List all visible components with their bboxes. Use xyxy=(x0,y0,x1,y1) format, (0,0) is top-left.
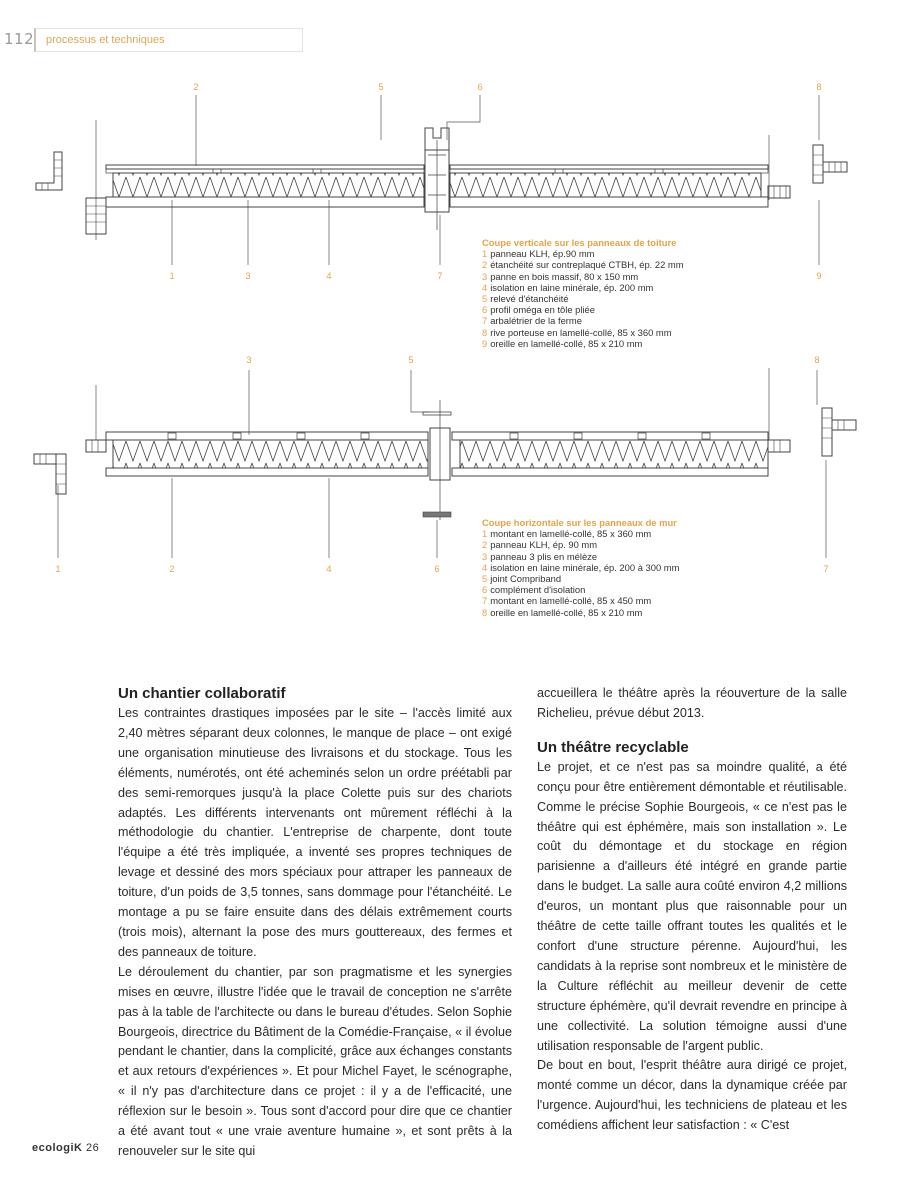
d2-label-bottom: 1 xyxy=(55,564,61,574)
legend-item: 6 complément d'isolation xyxy=(482,584,586,596)
legend-item: 3 panne en bois massif, 80 x 150 mm xyxy=(482,270,639,282)
d2-label-top: 8 xyxy=(814,355,820,365)
d2-label-bottom: 4 xyxy=(326,564,332,574)
paragraph: De bout en bout, l'esprit théâtre aura dirigé ce projet, monté comme un décor, dans la dynamique créée par l'urgence. Aujourd'hui, les techniciens de plateau et les comédiens affichent leur satisfaction : « C'est xyxy=(537,1058,847,1133)
legend-item: 2 panneau KLH, ép. 90 mm xyxy=(482,539,598,551)
d1-label-bottom: 4 xyxy=(326,271,332,281)
legend-title: Coupe verticale sur les panneaux de toiture xyxy=(482,237,677,248)
d1-label-top: 8 xyxy=(816,82,822,92)
legend-item: 4 isolation en laine minérale, ép. 200 à 300 mm xyxy=(482,561,680,573)
footer xyxy=(32,1142,99,1154)
d2-label-bottom: 2 xyxy=(169,564,175,574)
legend-item: 4 isolation en laine minérale, ép. 200 mm xyxy=(482,281,654,293)
legend-item: 5 joint Compriband xyxy=(482,573,562,585)
legend-item: 7 montant en lamellé-collé, 85 x 450 mm xyxy=(482,595,652,607)
heading-chantier: Un chantier collaboratif xyxy=(118,685,286,702)
page-number: 112 xyxy=(4,30,35,48)
wall-section-legend xyxy=(482,517,679,618)
d2-label-top: 5 xyxy=(408,355,414,365)
article-left-column xyxy=(118,684,512,1162)
legend-item: 8 rive porteuse en lamellé-collé, 85 x 360 mm xyxy=(482,326,672,338)
paragraph: Le projet, et ce n'est pas sa moindre qualité, a été conçu pour être entièrement démontable et réutilisable. Comme le précise Sophie Bourgeois, « ce n'est pas le théâtre qui est éphémère, mais son installation ». Le coût du démontage et du stockage en région parisienne a d'ailleurs été intégré en grande partie dans le budget. La salle aura coûté environ 4,2 millions d'euros, un montant plus que raisonnable pour un théâtre de cette taille offrant toutes les qualités et le confort d'une structure pérenne. Aujourd'hui, les candidats à la reprise sont nombreux et le ministère de la Culture réfléchit au meilleur devenir de cette structure éphémère, qu'il devrait revendre en principe à une collectivité. La solution témoigne aussi d'une utilisation responsable de l'argent public. xyxy=(537,759,847,1053)
legend-title: Coupe horizontale sur les panneaux de mur xyxy=(482,517,677,528)
heading-recyclable: Un théâtre recyclable xyxy=(537,738,689,756)
paragraph: accueillera le théâtre après la réouverture de la salle Richelieu, prévue début 2013. xyxy=(537,686,847,720)
paragraph: Le déroulement du chantier, par son pragmatisme et les synergies mises en œuvre, illustre l'idée que le travail de conception ne s'arrête pas à la table de l'architecte ou dans le bureau d'études. Selon Sophie Bourgeois, directrice du Bâtiment de la Comédie-Française, « il évolue pendant le chantier, dans la complicité, grâce aux échanges constants et aux retours d'expériences ». Et pour Michel Fayet, le scénographe, « il n'y pas d'architecture dans ce projet : il y a de l'efficacité, une réflexion sur le besoin ». Tous sont d'accord pour dire que ce chantier a été avant tout « une vraie aventure humaine », et sont prêts à la renouveler sur le site qui xyxy=(118,964,512,1158)
legend-item: 2 étanchéité sur contreplaqué CTBH, ép. 22 mm xyxy=(482,259,684,271)
magazine-logo: ecologiK xyxy=(32,1142,83,1154)
section-title: processus et techniques xyxy=(46,34,165,46)
d1-label-top: 2 xyxy=(193,82,199,92)
wall-section-drawing xyxy=(34,368,856,558)
d1-label-top: 5 xyxy=(378,82,384,92)
legend-item: 1 panneau KLH, ép.90 mm xyxy=(482,248,595,260)
legend-item: 9 oreille en lamellé-collé, 85 x 210 mm xyxy=(482,337,643,349)
legend-item: 1 montant en lamellé-collé, 85 x 360 mm xyxy=(482,528,652,540)
roof-section-drawing xyxy=(36,95,847,265)
d1-label-bottom: 1 xyxy=(169,271,175,281)
issue-number: 26 xyxy=(86,1142,100,1154)
d2-label-bottom: 6 xyxy=(434,564,440,574)
d2-label-top: 3 xyxy=(246,355,252,365)
paragraph: Les contraintes drastiques imposées par le site – l'accès limité aux 2,40 mètres séparant deux colonnes, le manque de place – ont exigé une organisation minutieuse des livraisons et du stockage. Tous les éléments, numérotés, ont été acheminés selon un ordre préétabli par des semi-remorques jusqu'à la place Colette puis sur des chariots adaptés. Les différents intervenants ont mûrement réfléchi à la méthodologie du chantier. L'entreprise de charpente, dont toute l'équipe a été très impliquée, a inventé ses propres techniques de levage et dessiné des mors spéciaux pour attraper les panneaux de toiture, d'un poids de 3,5 tonnes, sans dommage pour l'étanchéité. Le montage a pu se faire ensuite dans des délais extrêmement courts (trois mois), alternant la pose des murs gouttereaux, des fermes et des panneaux de toiture. xyxy=(118,706,512,959)
article-right-column xyxy=(537,684,847,1136)
legend-item: 7 arbalétrier de la ferme xyxy=(482,315,582,327)
d1-label-bottom: 9 xyxy=(816,271,822,281)
roof-section-legend xyxy=(482,237,684,349)
legend-item: 5 relevé d'étanchéité xyxy=(482,293,569,305)
legend-item: 8 oreille en lamellé-collé, 85 x 210 mm xyxy=(482,606,643,618)
d2-label-bottom: 7 xyxy=(823,564,829,574)
d1-label-bottom: 7 xyxy=(437,271,443,281)
d1-label-bottom: 3 xyxy=(245,271,251,281)
legend-item: 6 profil oméga en tôle pliée xyxy=(482,304,595,316)
d1-label-top: 6 xyxy=(477,82,483,92)
legend-item: 3 panneau 3 plis en mélèze xyxy=(482,550,598,562)
